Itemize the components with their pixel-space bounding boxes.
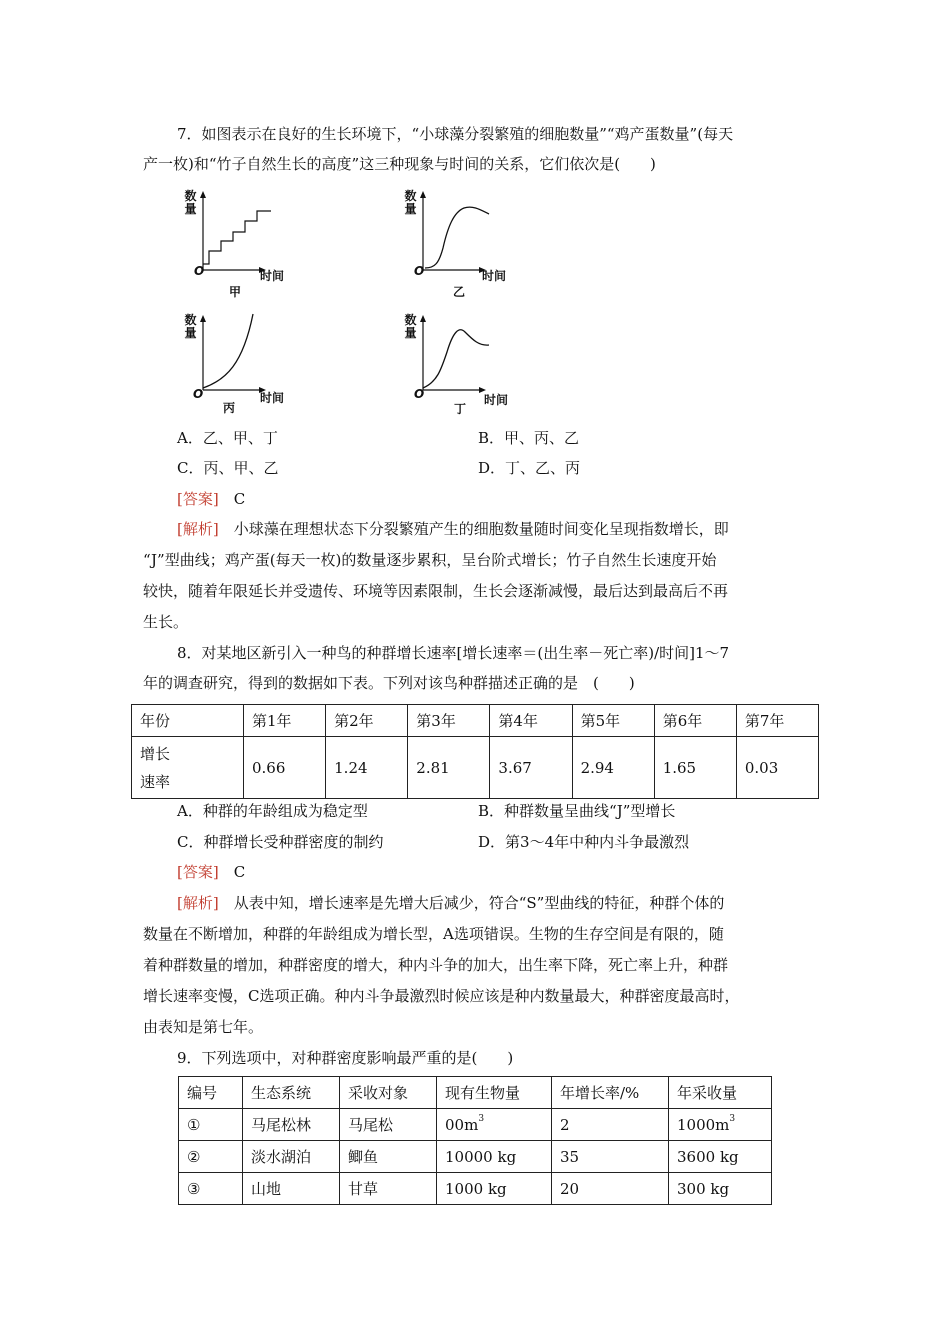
q9-cell: [437, 1109, 552, 1141]
q9-cell: ①: [179, 1109, 243, 1141]
q9-th: 采收对象: [340, 1077, 437, 1109]
q7-option-b: B．甲、丙、乙: [478, 429, 580, 447]
q9-cell: 20: [552, 1173, 669, 1205]
bing-curve: [203, 314, 253, 388]
q9-cell: 甘草: [340, 1173, 437, 1205]
q9-th: 编号: [179, 1077, 243, 1109]
q7-answer-value: C: [233, 490, 246, 508]
q7-analysis-line4: 生长。: [143, 613, 189, 631]
q8-th: 年份: [132, 705, 244, 737]
q9-th: 年增长率/%: [552, 1077, 669, 1109]
q8-analysis-line4: 增长速率变慢，C选项正确。种内斗争最激烈时候应该是种内数量最大，种群密度最高时，: [143, 987, 740, 1005]
q8-answer-tag: [答案]: [177, 863, 219, 881]
jia-curve: [203, 211, 271, 264]
q9-cell: 300 kg: [669, 1173, 772, 1205]
q7-option-c: C．丙、甲、乙: [177, 459, 279, 477]
graph-bing-origin: O: [193, 387, 204, 401]
q8-answer: [177, 857, 245, 887]
q8-analysis-line5: 由表知是第七年。: [143, 1018, 264, 1036]
q9-cell: 鲫鱼: [340, 1141, 437, 1173]
q8-th: 第3年: [408, 705, 490, 737]
graph-jia-xlabel: 时间: [260, 269, 285, 283]
q8-analysis-line1: [177, 888, 724, 918]
q8-th: 第6年: [654, 705, 736, 737]
q8-th: 第1年: [244, 705, 326, 737]
q8-analysis-tag: [解析]: [177, 894, 219, 912]
q7-stem-line1: 7．如图表示在良好的生长环境下，“小球藻分裂繁殖的细胞数量”“鸡产蛋数量”(每天: [177, 125, 734, 143]
q7-analysis-tag: [解析]: [177, 520, 219, 538]
q9-cell: 1000 kg: [437, 1173, 552, 1205]
q9-cell: 山地: [243, 1173, 340, 1205]
q7-option-a: A．乙、甲、丁: [177, 429, 278, 447]
q8-cell: 2.94: [572, 737, 654, 799]
graph-yi-name: 乙: [453, 285, 466, 299]
q9-table-row: [179, 1141, 772, 1173]
q7-analysis-text-1: 小球藻在理想状态下分裂繁殖产生的细胞数量随时间变化呈现指数增长，即: [233, 520, 729, 538]
q9-th: 生态系统: [243, 1077, 340, 1109]
q8-row-label-2: 速率: [140, 772, 171, 791]
graph-bing-ylabel: 数量: [184, 313, 197, 340]
q8-stem-line1: 8．对某地区新引入一种鸟的种群增长速率[增长速率＝(出生率－死亡率)/时间]1～7: [177, 644, 730, 662]
q8-table: [131, 704, 819, 799]
q8-row-label: [132, 737, 244, 799]
q8-option-b: B．种群数量呈曲线“J”型增长: [478, 802, 676, 820]
q7-analysis-line1: [177, 514, 729, 544]
graph-bing-plot: [181, 312, 291, 422]
q9-cell: 35: [552, 1141, 669, 1173]
q9-cell: ③: [179, 1173, 243, 1205]
yi-curve: [425, 207, 489, 268]
q9-unit-sup: 3: [729, 1113, 736, 1124]
graph-ding-name: 丁: [454, 402, 467, 416]
q8-cell: 0.66: [244, 737, 326, 799]
graph-bing-xlabel: 时间: [260, 391, 285, 405]
q7-analysis-line2: “J”型曲线；鸡产蛋(每天一枚)的数量逐步累积，呈台阶式增长；竹子自然生长速度开始: [143, 551, 717, 569]
q9-table-row: [179, 1109, 772, 1141]
q9-cell-value: 00m: [445, 1115, 479, 1134]
graph-ding: [401, 312, 511, 422]
q7-analysis-line3: 较快，随着年限延长并受遗传、环境等因素限制，生长会逐渐减慢，最后达到最高后不再: [143, 582, 729, 600]
ding-curve: [423, 330, 489, 388]
q8-cell: 1.65: [654, 737, 736, 799]
graph-yi: [401, 188, 511, 298]
q8-cell: 1.24: [326, 737, 408, 799]
q8-option-d: D．第3～4年中种内斗争最激烈: [478, 833, 690, 851]
q8-cell: 3.67: [490, 737, 572, 799]
q9-table-row: [179, 1173, 772, 1205]
q9-cell: 淡水湖泊: [243, 1141, 340, 1173]
q7-answer-tag: [答案]: [177, 490, 219, 508]
graph-bing: [181, 312, 291, 422]
q8-answer-value: C: [233, 863, 246, 881]
q9-cell: 10000 kg: [437, 1141, 552, 1173]
graph-jia-ylabel: 数量: [184, 189, 197, 216]
q8-analysis-line3: 着种群数量的增加，种群密度的增大，种内斗争的加大，出生率下降，死亡率上升，种群: [143, 956, 729, 974]
q8-table-row: [132, 737, 819, 799]
graph-jia-origin: O: [194, 264, 205, 278]
q8-option-c: C．种群增长受种群密度的制约: [177, 833, 384, 851]
q9-table: [178, 1076, 772, 1205]
q8-cell: 0.03: [736, 737, 818, 799]
q9-cell: 马尾松: [340, 1109, 437, 1141]
q8-th: 第2年: [326, 705, 408, 737]
q9-unit-sup: 3: [478, 1113, 485, 1124]
graph-yi-ylabel: 数量: [404, 189, 417, 216]
q9-cell-value: 1000m: [677, 1115, 730, 1134]
q9-th: 年采收量: [669, 1077, 772, 1109]
graph-jia-name: 甲: [229, 285, 242, 299]
graph-ding-xlabel: 时间: [484, 393, 509, 407]
q8-analysis-line2: 数量在不断增加，种群的年龄组成为增长型，A选项错误。生物的生存空间是有限的，随: [143, 925, 724, 943]
q8-th: 第4年: [490, 705, 572, 737]
graph-ding-origin: O: [414, 387, 425, 401]
q8-th: 第7年: [736, 705, 818, 737]
graph-jia: [181, 188, 291, 298]
q8-cell: 2.81: [408, 737, 490, 799]
q7-option-d: D．丁、乙、丙: [478, 459, 581, 477]
q8-stem-line2: 年的调查研究，得到的数据如下表。下列对该鸟种群描述正确的是 ( ): [143, 674, 635, 692]
q8-th: 第5年: [572, 705, 654, 737]
q8-analysis-text-1: 从表中知，增长速率是先增大后减少，符合“S”型曲线的特征，种群个体的: [233, 894, 725, 912]
q9-cell: 马尾松林: [243, 1109, 340, 1141]
graph-yi-xlabel: 时间: [482, 269, 507, 283]
q9-cell: ②: [179, 1141, 243, 1173]
q9-th: 现有生物量: [437, 1077, 552, 1109]
q9-cell: 2: [552, 1109, 669, 1141]
q9-cell: 3600 kg: [669, 1141, 772, 1173]
q9-table-header: [179, 1077, 772, 1109]
q8-option-a: A．种群的年龄组成为稳定型: [177, 802, 368, 820]
graph-ding-ylabel: 数量: [404, 313, 417, 340]
graph-bing-name: 丙: [223, 401, 236, 415]
q7-answer: [177, 484, 245, 514]
q8-table-header: [132, 705, 819, 737]
graph-yi-origin: O: [414, 264, 425, 278]
q9-cell: [669, 1109, 772, 1141]
q9-stem: 9．下列选项中，对种群密度影响最严重的是( ): [177, 1049, 514, 1067]
q7-stem-line2: 产一枚)和“竹子自然生长的高度”这三种现象与时间的关系，它们依次是( ): [143, 155, 656, 173]
q8-row-label-1: 增长: [140, 744, 171, 763]
